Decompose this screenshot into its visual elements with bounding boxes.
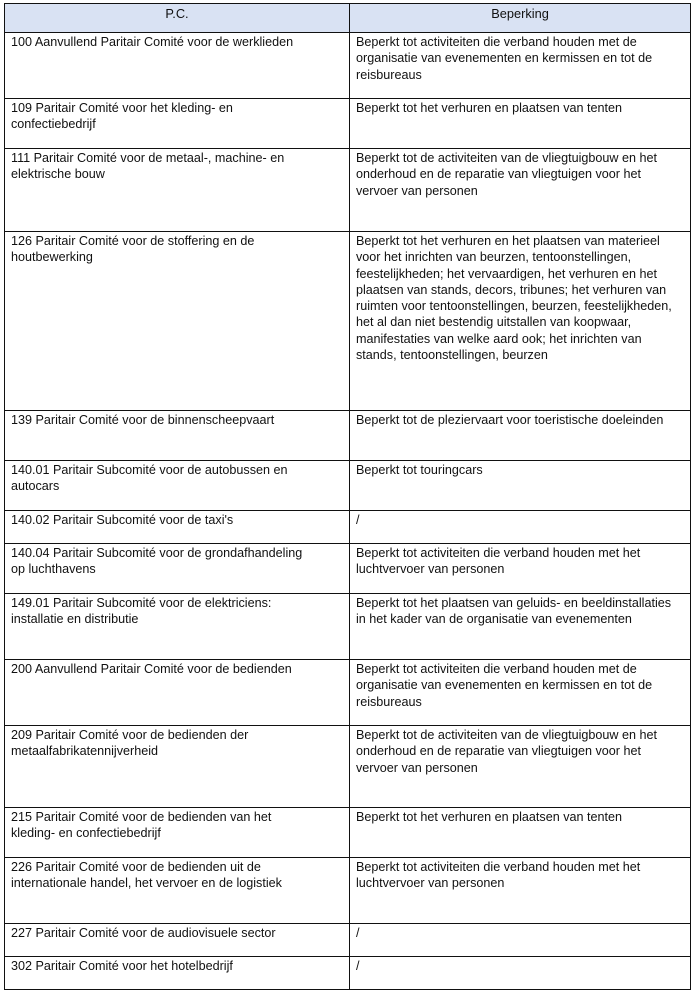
pc-cell	[5, 660, 350, 726]
restriction-text: Beperkt tot activiteiten die verband houden met het luchtvervoer van personen	[356, 546, 641, 577]
restriction-text: Beperkt tot de pleziervaart voor toeristische doeleinden	[356, 413, 664, 427]
pc-text: 109 Paritair Comité voor het kleding- en confectiebedrijf	[11, 101, 233, 132]
pc-text: 126 Paritair Comité voor de stoffering en de houtbewerking	[11, 234, 255, 265]
pc-cell	[5, 726, 350, 808]
pc-text: 111 Paritair Comité voor de metaal-, machine- en elektrische bouw	[11, 151, 285, 182]
restriction-text: /	[356, 959, 360, 973]
restriction-cell	[350, 858, 691, 924]
pc-restrictions-table	[4, 3, 691, 990]
pc-cell	[5, 808, 350, 858]
restriction-cell	[350, 726, 691, 808]
pc-cell	[5, 232, 350, 411]
restriction-text: /	[356, 513, 360, 527]
pc-text: 140.02 Paritair Subcomité voor de taxi's	[11, 513, 234, 527]
header-pc: P.C.	[5, 4, 350, 33]
pc-cell	[5, 411, 350, 461]
restriction-cell	[350, 594, 691, 660]
restriction-cell	[350, 924, 691, 957]
restriction-text: Beperkt tot het verhuren en plaatsen van tenten	[356, 101, 623, 115]
pc-cell	[5, 461, 350, 511]
restriction-text: Beperkt tot de activiteiten van de vliegtuigbouw en het onderhoud en de reparatie van vliegtuigen voor het vervoer van personen	[356, 151, 658, 198]
table-row	[5, 544, 691, 594]
restriction-cell	[350, 33, 691, 99]
table-row	[5, 511, 691, 544]
restriction-cell	[350, 511, 691, 544]
restriction-text: Beperkt tot activiteiten die verband houden met de organisatie van evenementen en kermissen en tot de reisbureaus	[356, 35, 653, 82]
restriction-text: /	[356, 926, 360, 940]
table-row	[5, 99, 691, 149]
table-row	[5, 461, 691, 511]
header-restriction: Beperking	[350, 4, 691, 33]
pc-cell	[5, 594, 350, 660]
table-row	[5, 33, 691, 99]
restriction-cell	[350, 461, 691, 511]
table-row	[5, 808, 691, 858]
restriction-text: Beperkt tot activiteiten die verband houden met de organisatie van evenementen en kermissen en tot de reisbureaus	[356, 662, 653, 709]
restriction-cell	[350, 544, 691, 594]
restriction-text: Beperkt tot het plaatsen van geluids- en beeldinstallaties in het kader van de organisatie van evenementen	[356, 596, 672, 627]
restriction-cell	[350, 149, 691, 232]
restriction-cell	[350, 808, 691, 858]
pc-text: 149.01 Paritair Subcomité voor de elektriciens: installatie en distributie	[11, 596, 272, 627]
pc-cell	[5, 957, 350, 990]
pc-text: 302 Paritair Comité voor het hotelbedrijf	[11, 959, 233, 973]
table-row	[5, 726, 691, 808]
table-row	[5, 232, 691, 411]
restriction-text: Beperkt tot het verhuren en het plaatsen van materieel voor het inrichten van beurzen, tentoonstellingen, feestelijkheden; het vervaardigen, het verhuren en het plaatsen van stands, decors, tribunes; het verhuren van ruimten voor tentoonstellingen, beurzen, feestelijkheden, het al dan niet bestendig uitstallen van koopwaar, manifestaties van welke aard ook; het inrichten van stands, tentoonstellingen, beurzen	[356, 234, 672, 363]
table-row	[5, 660, 691, 726]
pc-cell	[5, 858, 350, 924]
restriction-cell	[350, 660, 691, 726]
pc-text: 209 Paritair Comité voor de bedienden der metaalfabrikatennijverheid	[11, 728, 249, 759]
pc-text: 139 Paritair Comité voor de binnenscheepvaart	[11, 413, 275, 427]
table-row	[5, 858, 691, 924]
pc-cell	[5, 511, 350, 544]
restriction-cell	[350, 411, 691, 461]
pc-text: 100 Aanvullend Paritair Comité voor de werklieden	[11, 35, 294, 49]
restriction-cell	[350, 232, 691, 411]
table-row	[5, 411, 691, 461]
table-row	[5, 149, 691, 232]
restriction-text: Beperkt tot touringcars	[356, 463, 483, 477]
restriction-text: Beperkt tot activiteiten die verband houden met het luchtvervoer van personen	[356, 860, 641, 891]
pc-cell	[5, 149, 350, 232]
pc-text: 227 Paritair Comité voor de audiovisuele sector	[11, 926, 276, 940]
restriction-cell	[350, 957, 691, 990]
pc-cell	[5, 99, 350, 149]
pc-text: 200 Aanvullend Paritair Comité voor de bedienden	[11, 662, 292, 676]
restriction-text: Beperkt tot de activiteiten van de vliegtuigbouw en het onderhoud en de reparatie van vliegtuigen voor het vervoer van personen	[356, 728, 658, 775]
pc-text: 140.04 Paritair Subcomité voor de grondafhandeling op luchthavens	[11, 546, 303, 577]
restriction-text: Beperkt tot het verhuren en plaatsen van tenten	[356, 810, 623, 824]
pc-text: 140.01 Paritair Subcomité voor de autobussen en autocars	[11, 463, 288, 494]
table-header-row	[5, 4, 691, 33]
table-row	[5, 924, 691, 957]
pc-cell	[5, 544, 350, 594]
pc-text: 226 Paritair Comité voor de bedienden uit de internationale handel, het vervoer en de logistiek	[11, 860, 282, 891]
pc-text: 215 Paritair Comité voor de bedienden van het kleding- en confectiebedrijf	[11, 810, 272, 841]
pc-cell	[5, 924, 350, 957]
pc-cell	[5, 33, 350, 99]
table-row	[5, 957, 691, 990]
table-row	[5, 594, 691, 660]
restriction-cell	[350, 99, 691, 149]
